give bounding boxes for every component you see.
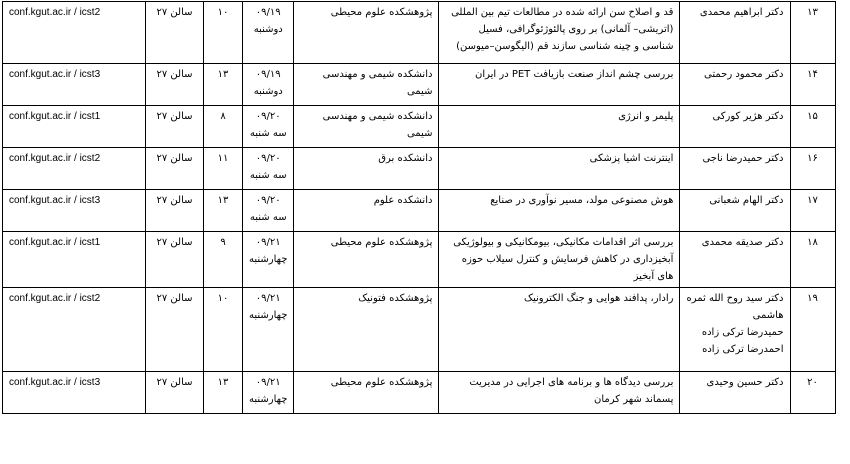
speaker-name — [680, 148, 790, 190]
department: دانشکده شیمی و مهندسی شیمی — [294, 64, 439, 106]
hall-label: سالن ۲۷ — [146, 148, 204, 190]
speaker-name-line: دکتر هژیر کورکی — [712, 111, 784, 122]
speaker-name-line: دکتر حمیدرضا ناجی — [702, 153, 784, 164]
hall-label: سالن ۲۷ — [146, 190, 204, 232]
time-slot: ۱۳ — [204, 190, 243, 232]
speaker-name-line: دکتر سید روح الله ثمره — [686, 293, 784, 304]
talk-title: بررسی چشم انداز صنعت بازیافت PET در ایران — [439, 64, 680, 106]
session-date — [243, 372, 294, 414]
weekday: چهارشنبه — [249, 310, 288, 321]
conference-link: conf.kgut.ac.ir / icst3 — [3, 64, 146, 106]
date-value: ۰۹/۲۰ — [255, 153, 281, 164]
time-slot: ۱۳ — [204, 64, 243, 106]
hall-label: سالن ۲۷ — [146, 372, 204, 414]
weekday: چهارشنبه — [249, 254, 288, 265]
talk-title: هوش مصنوعی مولد، مسیر نوآوری در صنایع — [439, 190, 680, 232]
speaker-name — [680, 288, 790, 372]
department: دانشکده علوم — [294, 190, 439, 232]
table-row — [3, 64, 836, 106]
speaker-name-line: دکتر حسین وحیدی — [706, 377, 784, 388]
session-date — [243, 106, 294, 148]
schedule-table — [2, 1, 836, 414]
row-number: ١٧ — [790, 190, 835, 232]
date-value: ۰۹/۲۰ — [255, 195, 281, 206]
department: پژوهشکده فتونیک — [294, 288, 439, 372]
session-date — [243, 64, 294, 106]
weekday: دوشنبه — [253, 86, 283, 97]
date-value: ۰۹/۱۹ — [255, 7, 281, 18]
table-row — [3, 148, 836, 190]
date-value: ۰۹/۲۱ — [255, 293, 281, 304]
time-slot: ۱۱ — [204, 148, 243, 190]
table-row — [3, 2, 836, 64]
speaker-name — [680, 232, 790, 288]
department: پژوهشکده علوم محیطی — [294, 2, 439, 64]
hall-label: سالن ۲۷ — [146, 106, 204, 148]
speaker-name — [680, 2, 790, 64]
table-row — [3, 190, 836, 232]
talk-title: اینترنت اشیا پزشکی — [439, 148, 680, 190]
conference-link: conf.kgut.ac.ir / icst1 — [3, 232, 146, 288]
hall-label: سالن ۲۷ — [146, 2, 204, 64]
weekday: سه شنبه — [249, 128, 287, 139]
speaker-name-line: دکتر صدیقه محمدی — [701, 237, 784, 248]
session-date — [243, 148, 294, 190]
time-slot: ۱۰ — [204, 288, 243, 372]
talk-title: بررسی اثر اقدامات مکانیکی، بیومکانیکی و بیولوژیکی آبخیزداری در کاهش فرسایش و کنترل سیلاب حوزه های آبخیز — [439, 232, 680, 288]
speaker-name — [680, 106, 790, 148]
department: دانشکده شیمی و مهندسی شیمی — [294, 106, 439, 148]
row-number: ٢٠ — [790, 372, 835, 414]
department: پژوهشکده علوم محیطی — [294, 372, 439, 414]
row-number: ١۴ — [790, 64, 835, 106]
speaker-name-line: دکتر محمود رحمتی — [704, 69, 784, 80]
conference-link: conf.kgut.ac.ir / icst2 — [3, 148, 146, 190]
table-row — [3, 372, 836, 414]
weekday: سه شنبه — [249, 170, 287, 181]
speaker-name-line: دکتر ابراهیم محمدی — [699, 7, 784, 18]
row-number: ١٨ — [790, 232, 835, 288]
session-date — [243, 190, 294, 232]
speaker-name-line: هاشمی — [752, 310, 784, 321]
schedule-body — [3, 2, 836, 414]
speaker-name — [680, 190, 790, 232]
weekday: سه شنبه — [249, 212, 287, 223]
session-date — [243, 288, 294, 372]
conference-link: conf.kgut.ac.ir / icst2 — [3, 288, 146, 372]
table-row — [3, 288, 836, 372]
speaker-name — [680, 64, 790, 106]
conference-link: conf.kgut.ac.ir / icst3 — [3, 372, 146, 414]
conference-link: conf.kgut.ac.ir / icst2 — [3, 2, 146, 64]
row-number: ١٣ — [790, 2, 835, 64]
speaker-name-line: احمدرضا ترکی زاده — [702, 344, 784, 355]
speaker-name-line: حمیدرضا ترکی زاده — [701, 327, 784, 338]
department: دانشکده برق — [294, 148, 439, 190]
weekday: چهارشنبه — [249, 394, 288, 405]
conference-link: conf.kgut.ac.ir / icst3 — [3, 190, 146, 232]
talk-title: پلیمر و انرژی — [439, 106, 680, 148]
speaker-name-line: دکتر الهام شعبانی — [709, 195, 784, 206]
hall-label: سالن ۲۷ — [146, 232, 204, 288]
date-value: ۰۹/۲۱ — [255, 377, 281, 388]
row-number: ١۶ — [790, 148, 835, 190]
table-row — [3, 106, 836, 148]
date-value: ۰۹/۱۹ — [255, 69, 281, 80]
talk-title: رادار، پدافند هوایی و جنگ الکترونیک — [439, 288, 680, 372]
conference-link: conf.kgut.ac.ir / icst1 — [3, 106, 146, 148]
date-value: ۰۹/۲۰ — [255, 111, 281, 122]
session-date — [243, 2, 294, 64]
time-slot: ۹ — [204, 232, 243, 288]
hall-label: سالن ۲۷ — [146, 64, 204, 106]
weekday: دوشنبه — [253, 24, 283, 35]
row-number: ١۵ — [790, 106, 835, 148]
date-value: ۰۹/۲۱ — [255, 237, 281, 248]
talk-title: بررسی دیدگاه ها و برنامه های اجرایی در مدیریت پسماند شهر کرمان — [439, 372, 680, 414]
row-number: ١٩ — [790, 288, 835, 372]
talk-title: قد و اصلاح سن ارائه شده در مطالعات تیم بین المللی (اتریشی– آلمانی) بر روی پالئوژئوگرافی، فسیل شناسی و چینه شناسی سازند قم (الیگوسن–میوسن) — [439, 2, 680, 64]
time-slot: ۸ — [204, 106, 243, 148]
hall-label: سالن ۲۷ — [146, 288, 204, 372]
department: پژوهشکده علوم محیطی — [294, 232, 439, 288]
time-slot: ۱۳ — [204, 372, 243, 414]
table-row — [3, 232, 836, 288]
speaker-name — [680, 372, 790, 414]
session-date — [243, 232, 294, 288]
time-slot: ۱۰ — [204, 2, 243, 64]
